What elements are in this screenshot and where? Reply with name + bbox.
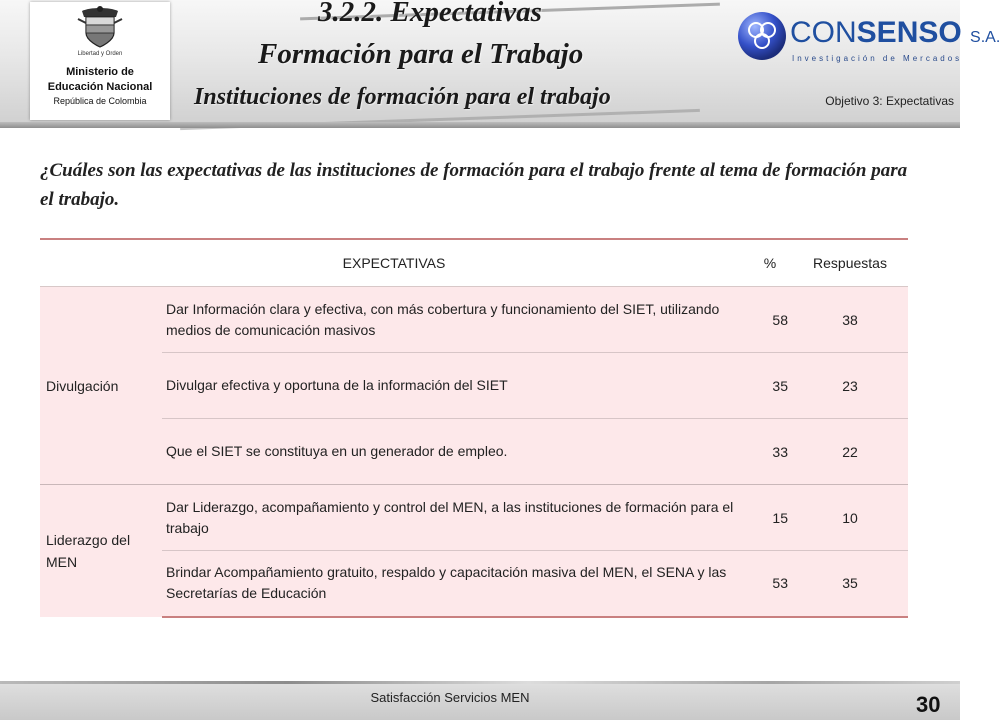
responses-value: 38 xyxy=(792,287,908,353)
consenso-tagline: Investigación de Mercados xyxy=(792,54,963,63)
expectation-text: Brindar Acompañamiento gratuito, respaldo y capacitación masiva del MEN, el SENA y las Secretarías de Educación xyxy=(162,551,748,617)
percent-value: 33 xyxy=(748,419,792,485)
column-header-expectativas: EXPECTATIVAS xyxy=(40,239,748,287)
percent-value: 35 xyxy=(748,353,792,419)
colombia-crest-icon xyxy=(76,5,124,49)
consenso-wordmark: CONSENSO S.A. xyxy=(790,16,1000,49)
expectation-text: Dar Información clara y efectiva, con más cobertura y funcionamiento del SIET, utilizando medios de comunicación masivos xyxy=(162,287,748,353)
slide-section-title: Instituciones de formación para el trabajo xyxy=(194,84,611,110)
expectation-text: Divulgar efectiva y oportuna de la información del SIET xyxy=(162,353,748,419)
expectation-text: Dar Liderazgo, acompañamiento y control del MEN, a las instituciones de formación para el trabajo xyxy=(162,485,748,551)
slide-title: 3.2.2. Expectativas xyxy=(318,0,542,28)
ministry-motto: Libertad y Orden xyxy=(77,51,123,57)
table-row xyxy=(40,485,908,551)
column-header-percent: % xyxy=(748,239,792,287)
responses-value: 23 xyxy=(792,353,908,419)
survey-question: ¿Cuáles son las expectativas de las instituciones de formación para el trabajo frente al tema de formación para el trabajo. xyxy=(40,160,908,210)
responses-value: 22 xyxy=(792,419,908,485)
percent-value: 53 xyxy=(748,551,792,617)
expectations-table xyxy=(40,238,908,618)
responses-value: 10 xyxy=(792,485,908,551)
table-row xyxy=(40,419,908,485)
category-cell-divulgacion: Divulgación xyxy=(40,287,162,485)
expectation-text: Que el SIET se constituya en un generador de empleo. xyxy=(162,419,748,485)
percent-value: 15 xyxy=(748,485,792,551)
ministry-country: República de Colombia xyxy=(53,96,147,106)
page-number: 30 xyxy=(916,692,941,717)
consenso-globe-icon xyxy=(736,10,788,62)
ministry-logo xyxy=(30,2,170,120)
header-band xyxy=(0,0,1000,128)
decorative-streak xyxy=(180,109,700,130)
footer-label: Satisfacción Servicios MEN xyxy=(370,690,530,705)
column-header-respuestas: Respuestas xyxy=(792,239,908,287)
percent-value: 58 xyxy=(748,287,792,353)
ministry-name-line2: Educación Nacional xyxy=(47,81,153,93)
category-cell-liderazgo: Liderazgo del MEN xyxy=(40,485,162,617)
consenso-logo xyxy=(736,10,1000,70)
table-row xyxy=(40,551,908,617)
table-row xyxy=(40,287,908,353)
responses-value: 35 xyxy=(792,551,908,617)
objective-label: Objetivo 3: Expectativas xyxy=(825,94,954,108)
table-header-row xyxy=(40,239,908,287)
slide-subtitle: Formación para el Trabajo xyxy=(258,38,584,70)
ministry-name-line1: Ministerio de xyxy=(66,66,134,78)
table-row xyxy=(40,353,908,419)
